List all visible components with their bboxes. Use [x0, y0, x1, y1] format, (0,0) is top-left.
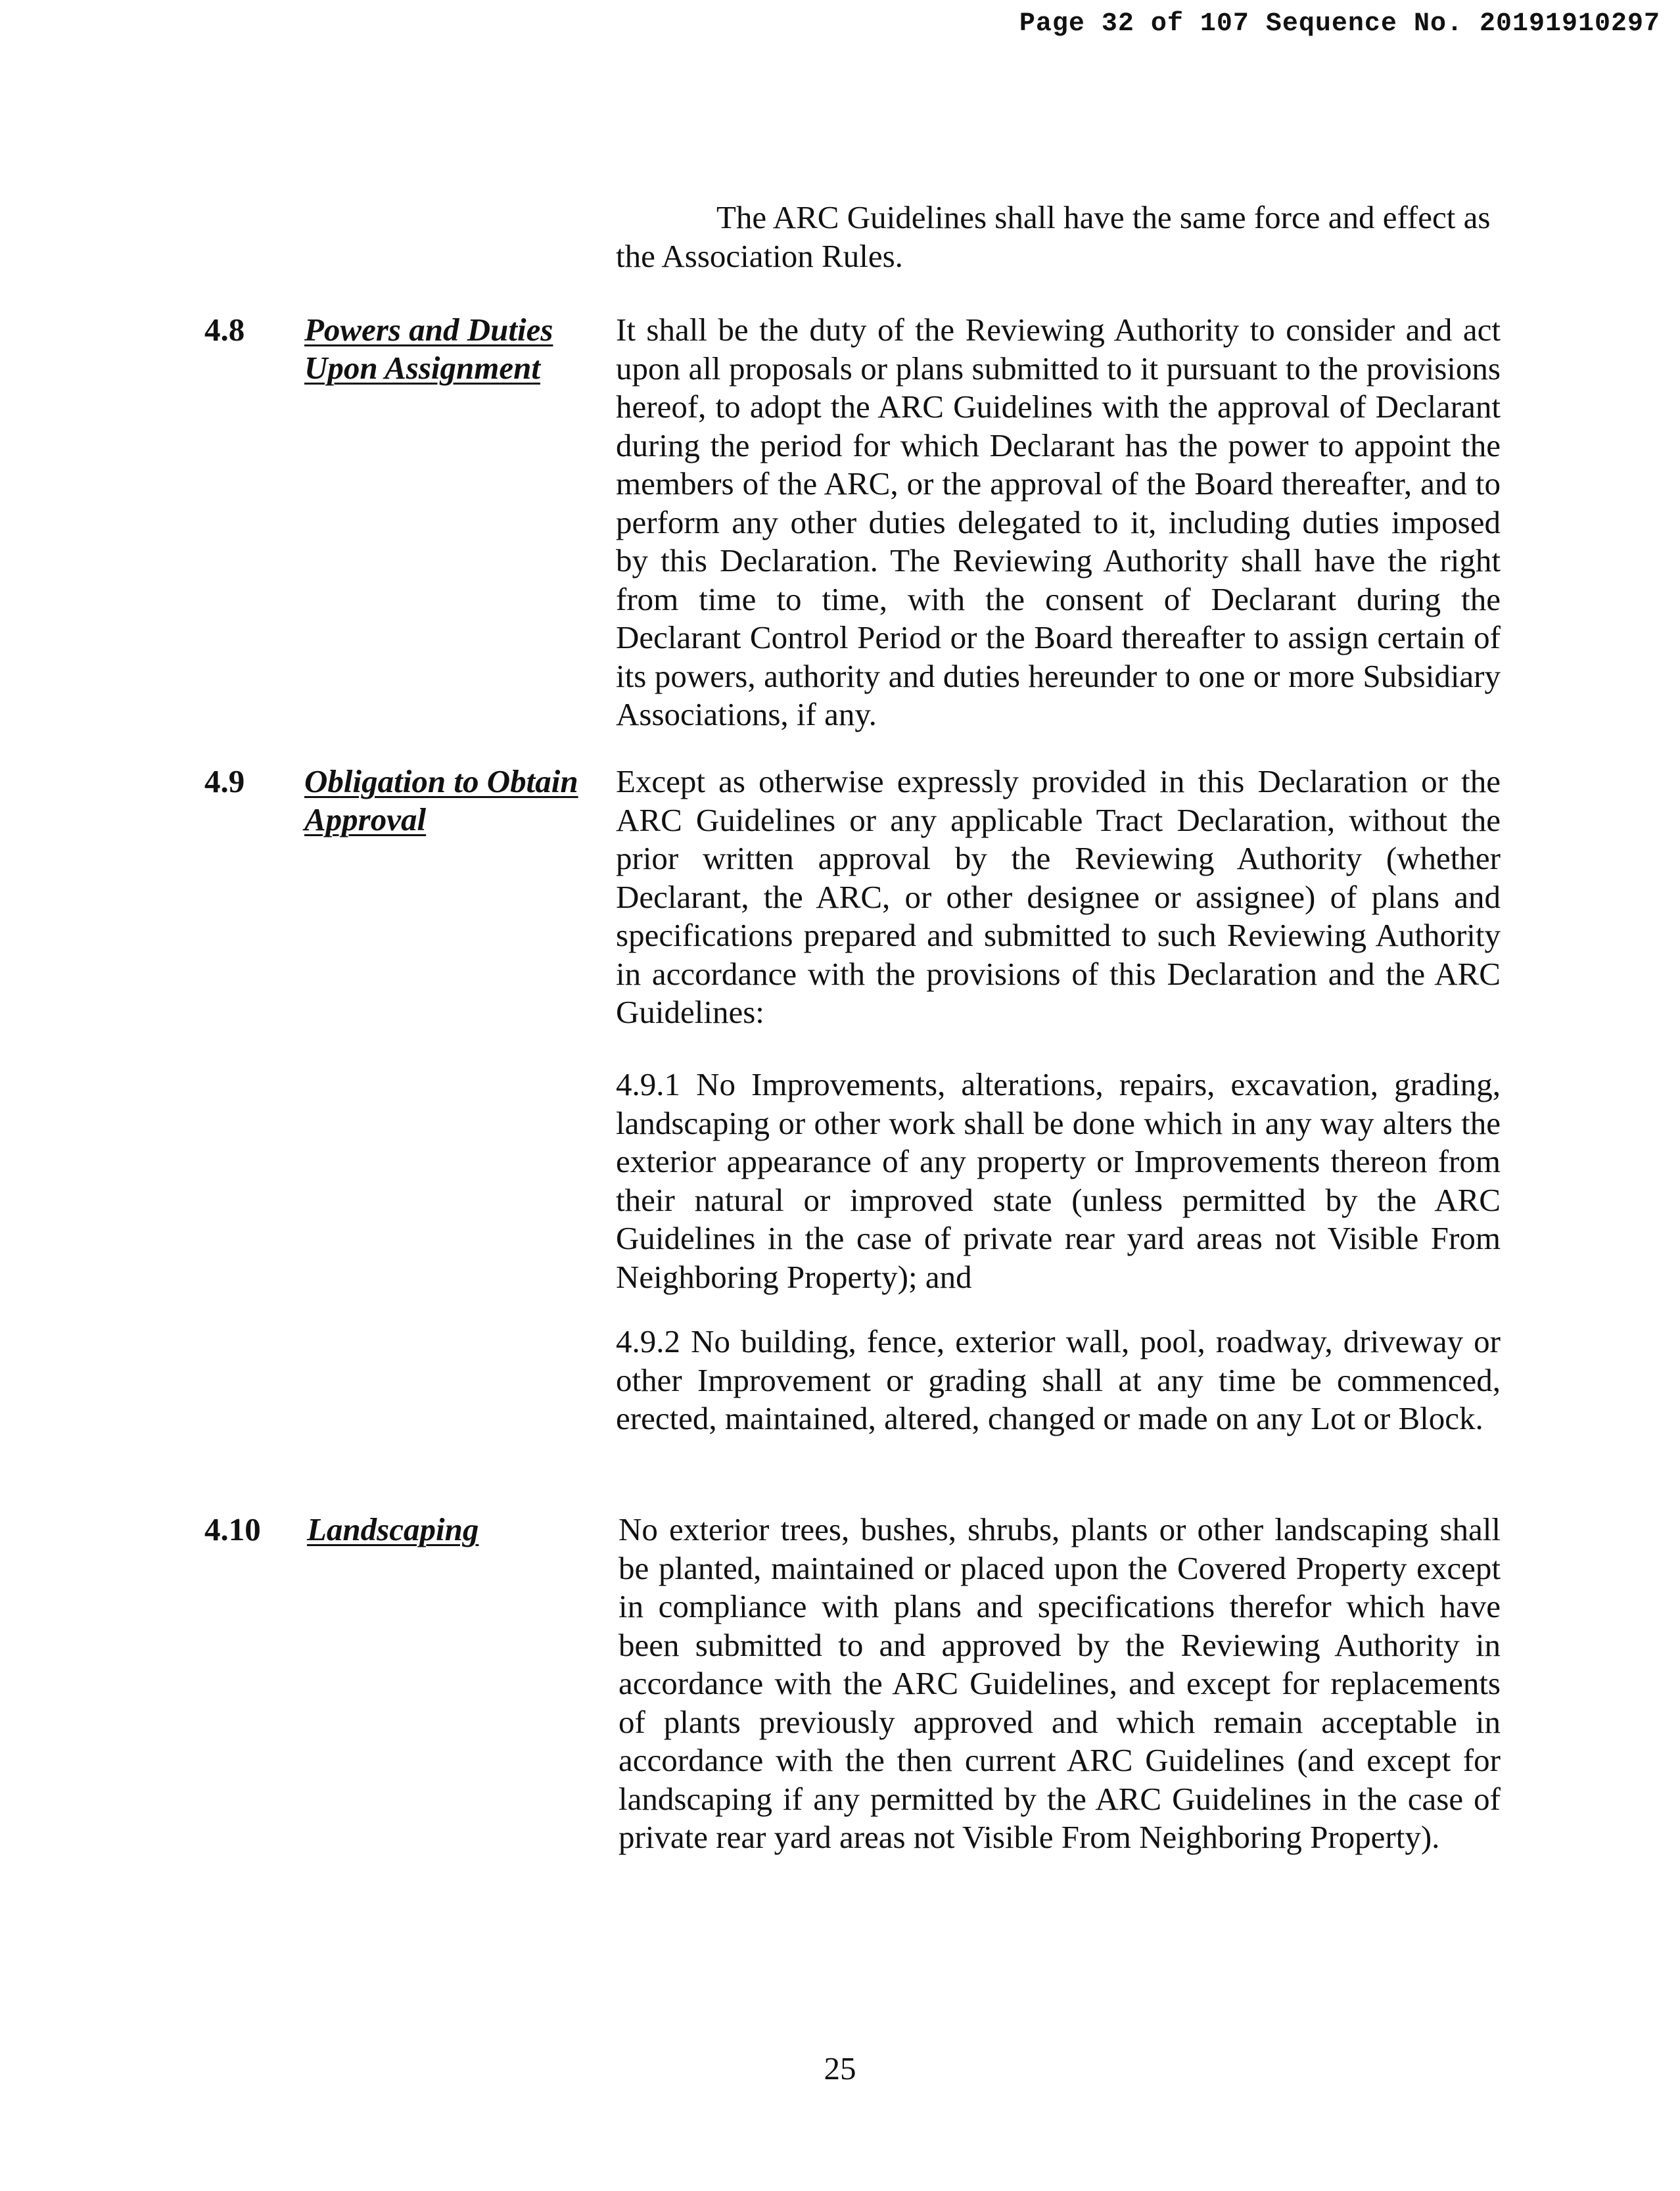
section-number-4-9: 4.9 — [204, 763, 245, 799]
page-number: 25 — [824, 2050, 856, 2086]
section-title-4-10: Landscaping — [307, 1511, 479, 1547]
section-title-4-9-line1: Obligation to Obtain — [304, 763, 578, 799]
intro-paragraph: The ARC Guidelines shall have the same force and effect as the Association Rules. — [616, 199, 1491, 274]
section-4-9-1-paragraph: 4.9.1 No Improvements, alterations, repairs, excavation, grading, landscaping or other work shall be done which in any way alters the exterior appearance of any property or Improvements thereon from their natural or improved state (unless permitted by the ARC Guidelines in the case of private rear yard areas not Visible From Neighboring Property); and — [616, 1066, 1501, 1295]
section-number-4-10: 4.10 — [204, 1511, 261, 1547]
section-4-9-paragraph: Except as otherwise expressly provided in this Declaration or the ARC Guidelines or any applicable Tract Declaration, without the prior written approval by the Reviewing Authority (whether Declarant, the ARC, or other designee or assignee) of plans and specifications prepared and submitted to such Reviewing Authority in accordance with the provisions of this Declaration and the ARC Guidelines: — [616, 763, 1501, 1030]
section-title-4-8-line2: Upon Assignment — [304, 350, 540, 386]
section-4-9-2-paragraph: 4.9.2 No building, fence, exterior wall, pool, roadway, driveway or other Improvement or grading shall at any time be commenced, erected, maintained, altered, changed or made on any Lot or Block. — [616, 1323, 1501, 1436]
section-4-8-paragraph: It shall be the duty of the Reviewing Authority to consider and act upon all proposals or plans submitted to it pursuant to the provisions hereof, to adopt the ARC Guidelines with the approval of Declarant during the period for which Declarant has the power to appoint the members of the ARC, or the approval of the Board thereafter, and to perform any other duties delegated to it, including duties imposed by this Declaration. The Reviewing Authority shall have the right from time to time, with the consent of Declarant during the Declarant Control Period or the Board thereafter to assign certain of its powers, authority and duties hereunder to one or more Subsidiary Associations, if any. — [616, 312, 1501, 732]
page-sequence-header: Page 32 of 107 Sequence No. 20191910297 — [1019, 9, 1660, 39]
section-number-4-8: 4.8 — [204, 312, 245, 348]
section-4-10-paragraph: No exterior trees, bushes, shrubs, plants or other landscaping shall be planted, maintained or placed upon the Covered Property except in compliance with plans and specifications therefor which have been submitted to and approved by the Reviewing Authority in accordance with the ARC Guidelines, and except for replacements of plants previously approved and which remain acceptable in accordance with the then current ARC Guidelines (and except for landscaping if any permitted by the ARC Guidelines in the case of private rear yard areas not Visible From Neighboring Property). — [618, 1511, 1501, 1855]
section-title-4-8-line1: Powers and Duties — [304, 312, 553, 348]
section-title-4-9-line2: Approval — [304, 801, 427, 837]
